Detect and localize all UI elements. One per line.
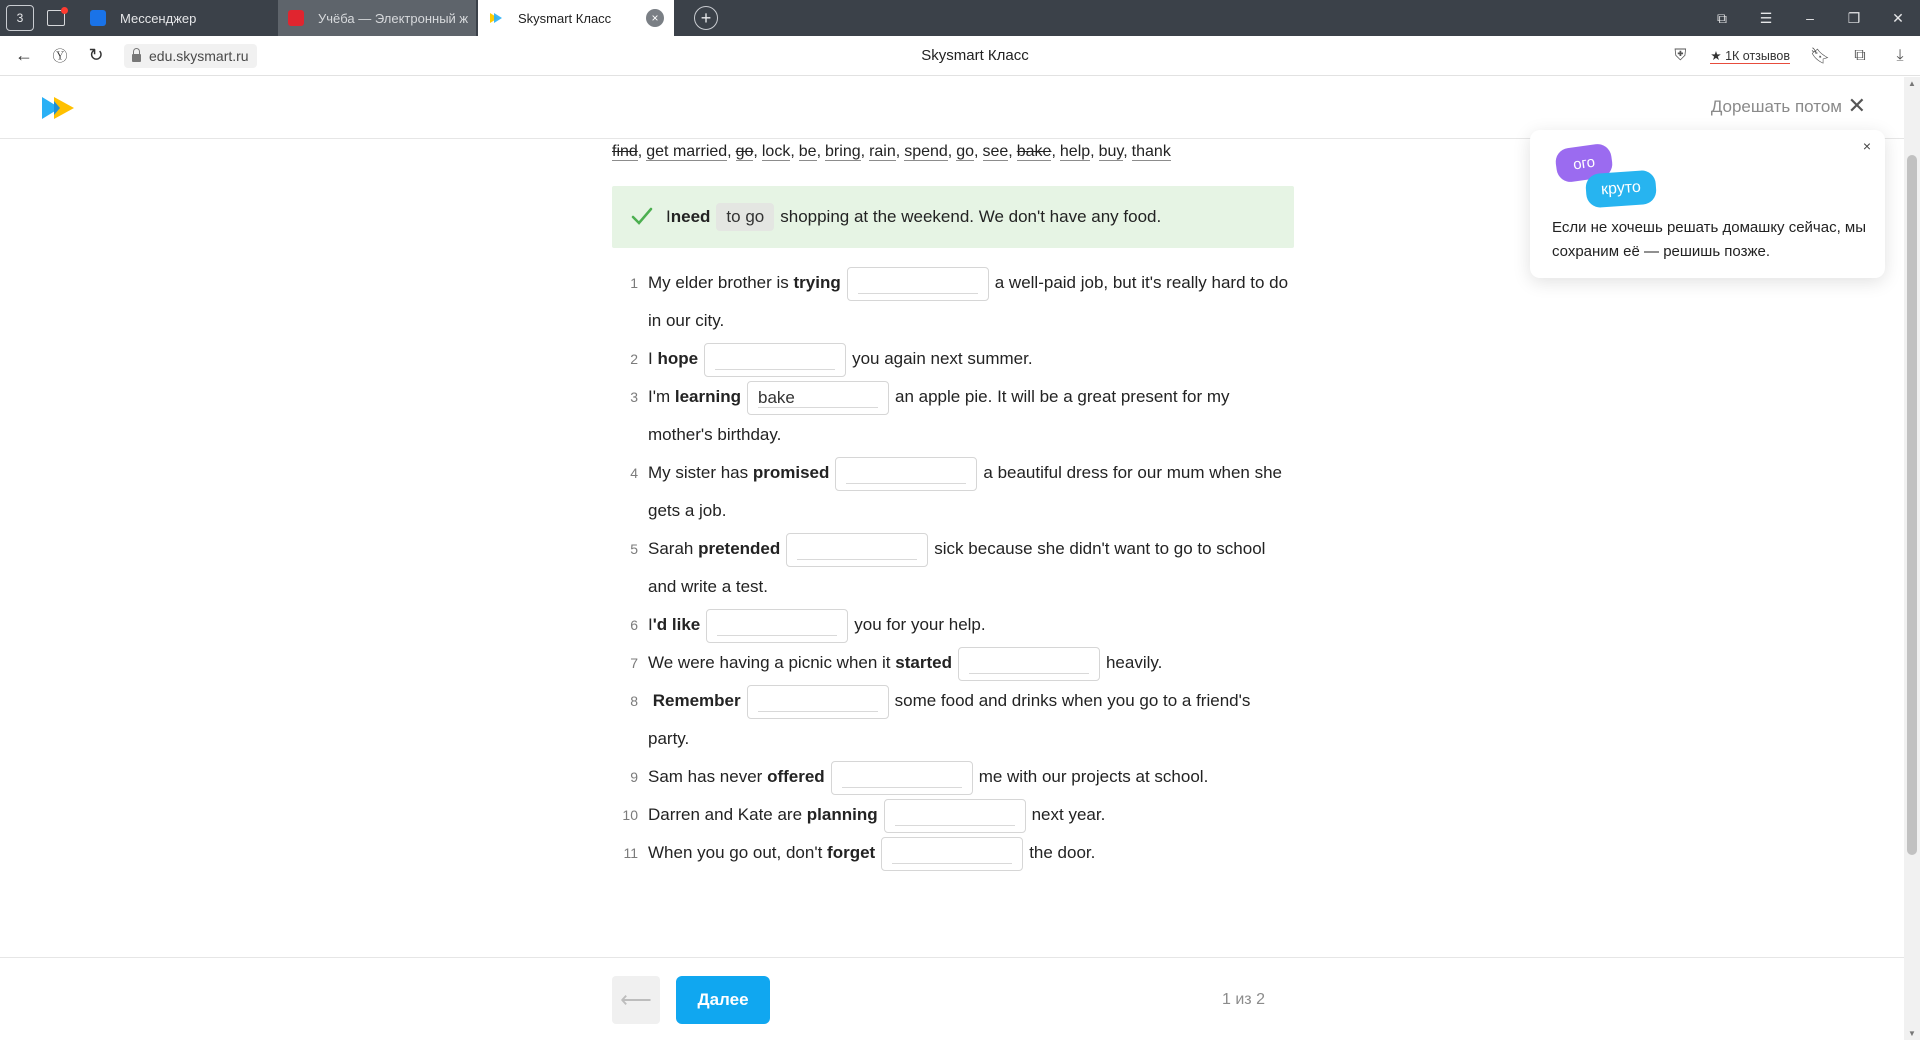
tab-label: Мессенджер xyxy=(120,10,197,26)
protect-icon[interactable]: ⛨ xyxy=(1674,47,1687,64)
exercise-item xyxy=(612,758,1294,796)
popup-close-icon[interactable]: × xyxy=(1862,138,1871,154)
item-verb: started xyxy=(895,653,952,672)
skysmart-favicon-icon xyxy=(488,10,504,26)
word-bank-separator: , xyxy=(790,143,795,160)
tab-label: Учёба — Электронный ж xyxy=(318,10,469,26)
tab-messenger[interactable] xyxy=(80,0,276,36)
item-text-after: an apple pie. It will be a great present for my mother's birthday. xyxy=(648,387,1230,444)
example-sentence xyxy=(612,186,1294,248)
previous-button[interactable]: ⟵ xyxy=(612,976,660,1024)
example-before: I xyxy=(666,207,671,226)
back-arrow-icon[interactable]: ← xyxy=(15,45,33,65)
word-bank xyxy=(612,140,1294,164)
address-bar-actions xyxy=(1660,36,1920,76)
item-verb: promised xyxy=(752,463,830,482)
answer-input[interactable] xyxy=(881,837,1023,871)
item-text-before: Sam has never xyxy=(648,767,768,786)
answer-input[interactable]: bake xyxy=(747,381,889,415)
tab-skysmart[interactable] xyxy=(478,0,674,36)
url-field[interactable] xyxy=(124,44,257,68)
item-text-before: My elder brother is xyxy=(648,273,794,292)
item-verb: Remember xyxy=(652,691,741,710)
exercise-item xyxy=(612,682,1294,758)
exercise-item xyxy=(612,378,1294,454)
answer-input[interactable] xyxy=(704,343,846,377)
item-text-after: sick because she didn't want to go to school and write a test. xyxy=(648,539,1266,596)
item-verb: 'd like xyxy=(652,615,701,634)
exercise-items xyxy=(612,264,1294,872)
bookmarks-panel-icon[interactable]: ⧉ xyxy=(1717,9,1727,26)
postpone-link[interactable]: Дорешать потом xyxy=(1710,97,1842,116)
word-bank-separator: , xyxy=(637,143,643,160)
item-text-before: I xyxy=(648,615,653,634)
item-text-after: me with our projects at school. xyxy=(978,767,1209,786)
journal-favicon-icon xyxy=(288,10,304,26)
exercise-item xyxy=(612,340,1294,378)
example-answer: to go xyxy=(716,203,774,231)
item-text-after: you for your help. xyxy=(854,615,986,634)
item-text-after: heavily. xyxy=(1105,653,1163,672)
item-verb: hope xyxy=(657,349,699,368)
answer-input[interactable] xyxy=(747,685,889,719)
lock-icon xyxy=(132,54,141,62)
item-text-before: My sister has xyxy=(648,463,753,482)
exercise-item xyxy=(612,530,1294,606)
check-icon xyxy=(630,205,654,229)
window-controls xyxy=(1700,0,1920,36)
item-number: 11 xyxy=(623,845,638,861)
word-bank-separator: , xyxy=(974,143,979,160)
item-verb: forget xyxy=(827,843,876,862)
word-bank-item: go xyxy=(956,143,975,160)
item-verb: pretended xyxy=(698,539,781,558)
exercise-content xyxy=(612,140,1294,872)
item-sentence xyxy=(648,682,1294,758)
example-after: shopping at the weekend. We don't have any food. xyxy=(780,207,1162,226)
item-number: 8 xyxy=(630,693,638,709)
item-text-before: I xyxy=(648,349,658,368)
answer-input[interactable] xyxy=(835,457,977,491)
answer-input[interactable] xyxy=(884,799,1026,833)
item-number: 4 xyxy=(630,465,638,481)
messenger-favicon-icon xyxy=(90,10,106,26)
word-bank-item: buy xyxy=(1098,143,1124,160)
tab-counter: 3 xyxy=(16,11,24,25)
item-sentence xyxy=(648,758,1294,796)
word-bank-item: help xyxy=(1059,143,1091,160)
address-bar xyxy=(0,36,1920,76)
badge-ogo: ого xyxy=(1554,142,1614,183)
reviews-link[interactable]: ★ 1К отзывов xyxy=(1710,49,1790,63)
url-text: edu.skysmart.ru xyxy=(149,47,249,64)
word-bank-separator: , xyxy=(1123,143,1128,160)
item-text-after: some food and drinks when you go to a friend's party. xyxy=(648,691,1251,748)
close-window-icon[interactable]: ✕ xyxy=(1892,9,1904,26)
page-title: Skysmart Класс xyxy=(921,47,1029,64)
word-bank-item: see xyxy=(982,143,1009,160)
collections-icon[interactable]: ⧉ xyxy=(1854,47,1866,64)
exercise-item xyxy=(612,796,1294,834)
example-verb: need xyxy=(670,207,711,226)
page-scrollbar[interactable] xyxy=(1904,77,1920,1040)
item-verb: planning xyxy=(806,805,878,824)
item-sentence xyxy=(648,606,1294,644)
download-icon[interactable]: ⤓ xyxy=(1896,47,1904,64)
item-text-after: you again next summer. xyxy=(852,349,1033,368)
item-number: 7 xyxy=(630,655,638,671)
item-sentence xyxy=(648,530,1294,606)
item-sentence xyxy=(648,834,1294,872)
answer-input[interactable] xyxy=(831,761,973,795)
reload-icon[interactable]: ↻ xyxy=(88,45,104,65)
restore-icon[interactable]: ❐ xyxy=(1847,9,1861,26)
item-text-after: next year. xyxy=(1031,805,1106,824)
new-tab-icon[interactable]: + xyxy=(694,6,718,30)
item-text-after: a well-paid job, but it's really hard to do in our city. xyxy=(648,273,1289,330)
item-text-after: the door. xyxy=(1029,843,1096,862)
item-text-before: Sarah xyxy=(648,539,699,558)
new-window-icon[interactable] xyxy=(42,5,70,31)
exercise-item xyxy=(612,264,1294,340)
tab-counter-button[interactable] xyxy=(6,5,34,31)
word-bank-item: thank xyxy=(1131,143,1171,160)
close-exercise-icon[interactable]: ✕ xyxy=(1847,93,1866,118)
word-bank-separator: , xyxy=(1051,143,1056,160)
item-text-after: a beautiful dress for our mum when she gets a job. xyxy=(648,463,1282,520)
scroll-down-icon[interactable]: ▼ xyxy=(1908,1029,1916,1038)
popup-message: Если не хочешь решать домашку сейчас, мы сохраним её — решишь позже. xyxy=(1552,219,1867,260)
item-number: 2 xyxy=(630,351,638,367)
item-sentence xyxy=(648,378,1294,454)
next-button[interactable]: Далее xyxy=(676,976,770,1024)
word-bank-item: lock xyxy=(761,143,791,160)
item-sentence xyxy=(648,796,1294,834)
item-number: 6 xyxy=(630,617,638,633)
skysmart-logo-icon[interactable] xyxy=(40,95,76,121)
badge-kruto: круто xyxy=(1585,170,1657,209)
save-later-popup xyxy=(1530,130,1885,278)
bottom-bar xyxy=(0,957,1904,1040)
answer-input[interactable] xyxy=(847,267,989,301)
word-bank-separator: , xyxy=(860,143,866,160)
word-bank-separator: , xyxy=(947,143,953,160)
browser-tab-bar xyxy=(0,0,1920,36)
bookmark-icon[interactable]: 🔖︎ xyxy=(1809,48,1831,65)
word-bank-item: find xyxy=(612,143,638,160)
item-number: 5 xyxy=(630,541,638,557)
item-number: 9 xyxy=(630,769,638,785)
item-text-before: We were having a picnic when it xyxy=(648,653,896,672)
tab-label: Skysmart Класс xyxy=(518,10,612,26)
exercise-item xyxy=(612,454,1294,530)
answer-input[interactable] xyxy=(786,533,928,567)
answer-input[interactable] xyxy=(706,609,848,643)
word-bank-separator: , xyxy=(895,143,901,160)
item-text-before: Darren and Kate are xyxy=(648,805,807,824)
item-sentence xyxy=(648,644,1294,682)
tab-electronic-journal[interactable] xyxy=(278,0,476,36)
word-bank-separator: , xyxy=(816,143,822,160)
minimize-icon[interactable]: – xyxy=(1806,10,1814,26)
item-text-before: When you go out, don't xyxy=(648,843,828,862)
word-bank-item: spend xyxy=(904,143,948,160)
item-sentence xyxy=(648,264,1294,340)
word-bank-separator: , xyxy=(1090,143,1095,160)
scroll-thumb[interactable] xyxy=(1907,155,1917,855)
word-bank-item: get married xyxy=(646,143,728,160)
word-bank-item: rain xyxy=(869,143,896,160)
word-bank-item: bring xyxy=(825,143,861,160)
item-text-before: I'm xyxy=(648,387,675,406)
word-bank-item: go xyxy=(735,143,754,160)
item-verb: learning xyxy=(674,387,741,406)
yandex-icon[interactable]: Ⓨ xyxy=(52,48,68,65)
word-bank-separator: , xyxy=(1008,143,1013,160)
menu-icon[interactable]: ☰ xyxy=(1759,9,1773,26)
item-verb: offered xyxy=(767,767,825,786)
exercise-item xyxy=(612,834,1294,872)
page-indicator: 1 из 2 xyxy=(1222,991,1265,1008)
item-sentence xyxy=(648,340,1294,378)
word-bank-separator: , xyxy=(753,143,758,160)
word-bank-item: bake xyxy=(1016,143,1052,160)
scroll-up-icon[interactable]: ▲ xyxy=(1908,79,1916,88)
item-number: 3 xyxy=(630,389,638,405)
item-number: 10 xyxy=(622,807,638,823)
word-bank-separator: , xyxy=(727,143,732,160)
tab-close-icon[interactable]: × xyxy=(646,9,664,27)
answer-input[interactable] xyxy=(958,647,1100,681)
item-sentence xyxy=(648,454,1294,530)
word-bank-item: be xyxy=(798,143,817,160)
exercise-item xyxy=(612,644,1294,682)
item-verb: trying xyxy=(793,273,841,292)
item-number: 1 xyxy=(630,275,638,291)
exercise-item xyxy=(612,606,1294,644)
